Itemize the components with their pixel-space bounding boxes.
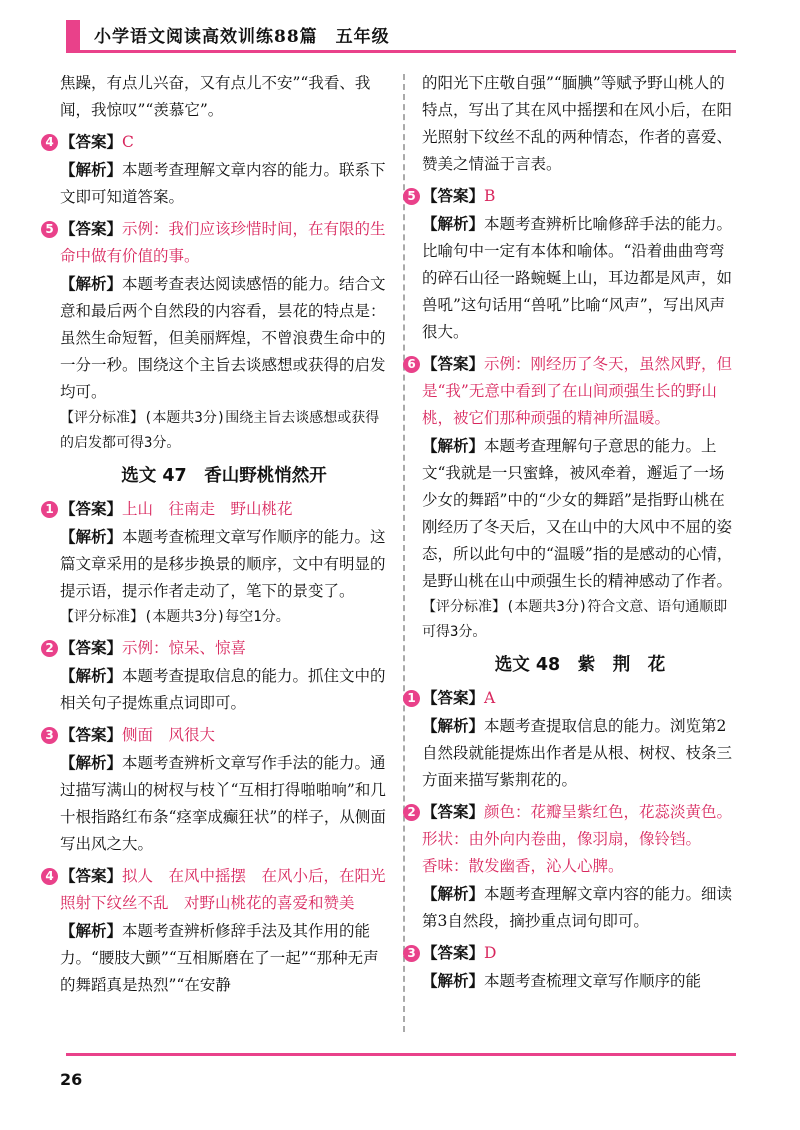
answer-text: 示例：我们应该珍惜时间，在有限的生命中做有价值的事。 [60,220,386,265]
analysis-label: 【解析】 [422,436,485,455]
answer-item-1 [407,684,738,794]
analysis-text: 本题考查梳理文章写作顺序的能力。这篇文章采用的是移步换景的顺序，文中有明显的提示语，提示作者走动了，笔下的景变了。 [60,528,386,600]
right-column [407,70,738,995]
analysis-label: 【解析】 [422,971,485,990]
answer-item-5 [407,182,738,346]
answer-item-2 [407,798,738,935]
analysis-text: 本题考查辨析文章写作手法的能力。通过描写满山的树杈与枝丫“互相打得啪啪响”和几十根指路红布条“痉挛成癫狂状”的样子，从侧面写出风之大。 [60,754,386,853]
analysis-text: 本题考查理解句子意思的能力。上文“我就是一只蜜蜂，被风牵着，邂逅了一场少女的舞蹈”中的“少女的舞蹈”是指野山桃在刚经历了冬天后，又在山中的大风中不屈的姿态，所以此句中的“温暖”指的是感动的心情，是野山桃在山中顽强生长的精神感动了作者。 [422,437,733,590]
analysis-label: 【解析】 [60,753,123,772]
answer-text: 颜色：花瓣呈紫红色，花蕊淡黄色。 [484,803,733,821]
answer-label: 【答案】 [60,638,123,657]
answer-text: A [484,689,496,707]
analysis-label: 【解析】 [422,716,485,735]
answer-text: 拟人 在风中摇摆 在风小后，在阳光照射下纹丝不乱 对野山桃花的喜爱和赞美 [60,867,386,912]
question-number-badge: 6 [403,356,420,373]
analysis-text: 本题考查辨析比喻修辞手法的能力。比喻句中一定有本体和喻体。“沿着曲曲弯弯的碎石山径一路蜿蜒上山，耳边都是风声，如兽吼”这句话用“兽吼”比喻“风声”，写出风声很大。 [422,215,733,341]
series-title: 小学语文阅读高效训练88篇 五年级 [94,27,390,47]
answer-label: 【答案】 [422,688,485,707]
answer-line-scent: 香味：散发幽香，沁人心脾。 [422,857,624,875]
analysis-text: 本题考查提取信息的能力。浏览第2自然段就能提炼出作者是从根、树杈、枝条三方面来描写紫荆花的。 [422,717,733,789]
left-column [45,70,388,999]
answer-text: C [122,133,134,151]
answer-label: 【答案】 [60,725,123,744]
answer-text: 上山 往南走 野山桃花 [122,500,293,518]
question-number-badge: 1 [403,690,420,707]
page-header [0,0,800,55]
answer-item-6 [407,350,738,645]
analysis-text: 本题考查辨析修辞手法及其作用的能力。“腰肢大颤”“互相厮磨在了一起”“那种无声的舞蹈真是热烈”“在安静 [60,922,379,994]
answer-item-4 [45,128,388,211]
answer-item-3 [45,721,388,858]
analysis-label: 【解析】 [422,884,485,903]
analysis-text: 本题考查理解文章内容的能力。细读第3自然段，摘抄重点词句即可。 [422,885,733,930]
question-number-badge: 5 [403,188,420,205]
section-title-47: 选文 47 香山野桃悄然开 [121,466,327,486]
answer-item-3 [407,939,738,995]
scoring-text: (本题共3分)每空1分。 [144,609,290,625]
header-accent-block [66,20,80,50]
answer-label: 【答案】 [422,186,485,205]
answer-line-shape: 形状：由外向内卷曲，像羽扇，像铃铛。 [422,830,702,848]
analysis-label: 【解析】 [60,527,123,546]
analysis-label: 【解析】 [60,666,123,685]
answer-item-2 [45,634,388,717]
analysis-label: 【解析】 [422,214,485,233]
answer-label: 【答案】 [60,866,123,885]
analysis-text: 本题考查理解文章内容的能力。联系下文即可知道答案。 [60,161,386,206]
column-divider [403,74,405,1032]
question-number-badge: 3 [403,945,420,962]
answer-item-1 [45,495,388,630]
page-number: 26 [60,1070,83,1089]
analysis-text: 本题考查梳理文章写作顺序的能 [484,972,702,990]
section-title-48: 选文 48 紫 荆 花 [494,655,666,675]
scoring-label: 【评分标准】 [60,609,144,625]
answer-item-5 [45,215,388,456]
scoring-label: 【评分标准】 [422,599,506,615]
question-number-badge: 4 [41,134,58,151]
question-number-badge: 2 [41,640,58,657]
answer-text: 示例：惊呆、惊喜 [122,639,247,657]
answer-text: D [484,944,497,962]
question-number-badge: 1 [41,501,58,518]
header-rule [66,50,736,53]
answer-label: 【答案】 [60,219,123,238]
continued-text: 的阳光下庄敬自强”“腼腆”等赋予野山桃人的特点，写出了其在风中摇摆和在风小后，在阳光照射下纹丝不乱的两种情态，作者的喜爱、赞美之情溢于言表。 [422,74,733,173]
footer-rule [66,1053,736,1056]
question-number-badge: 3 [41,727,58,744]
answer-label: 【答案】 [60,499,123,518]
question-number-badge: 5 [41,221,58,238]
answer-label: 【答案】 [60,132,123,151]
answer-text: 示例：刚经历了冬天，虽然风野，但是“我”无意中看到了在山间顽强生长的野山桃，被它们那种顽强的精神所温暖。 [422,355,733,427]
analysis-text: 本题考查提取信息的能力。抓住文中的相关句子提炼重点词即可。 [60,667,386,712]
answer-label: 【答案】 [422,802,485,821]
answer-label: 【答案】 [422,354,485,373]
scoring-label: 【评分标准】 [60,410,144,426]
answer-label: 【答案】 [422,943,485,962]
scoring-text: (本题共3分)符合文意、语句通顺即可得3分。 [422,599,728,640]
question-number-badge: 4 [41,868,58,885]
scoring-text: (本题共3分)围绕主旨去谈感想或获得的启发都可得3分。 [60,410,380,451]
answer-text: B [484,187,496,205]
analysis-text: 本题考查表达阅读感悟的能力。结合文意和最后两个自然段的内容看，昙花的特点是：虽然生命短暂，但美丽辉煌，不曾浪费生命中的一分一秒。围绕这个主旨去谈感想或获得的启发均可。 [60,275,386,401]
question-number-badge: 2 [403,804,420,821]
analysis-label: 【解析】 [60,921,123,940]
continued-text: 焦躁，有点儿兴奋，又有点儿不安”“我看、我闻，我惊叹”“羡慕它”。 [60,74,371,119]
analysis-label: 【解析】 [60,274,123,293]
answer-item-4b [45,862,388,999]
answer-text: 侧面 风很大 [122,726,216,744]
analysis-label: 【解析】 [60,160,123,179]
